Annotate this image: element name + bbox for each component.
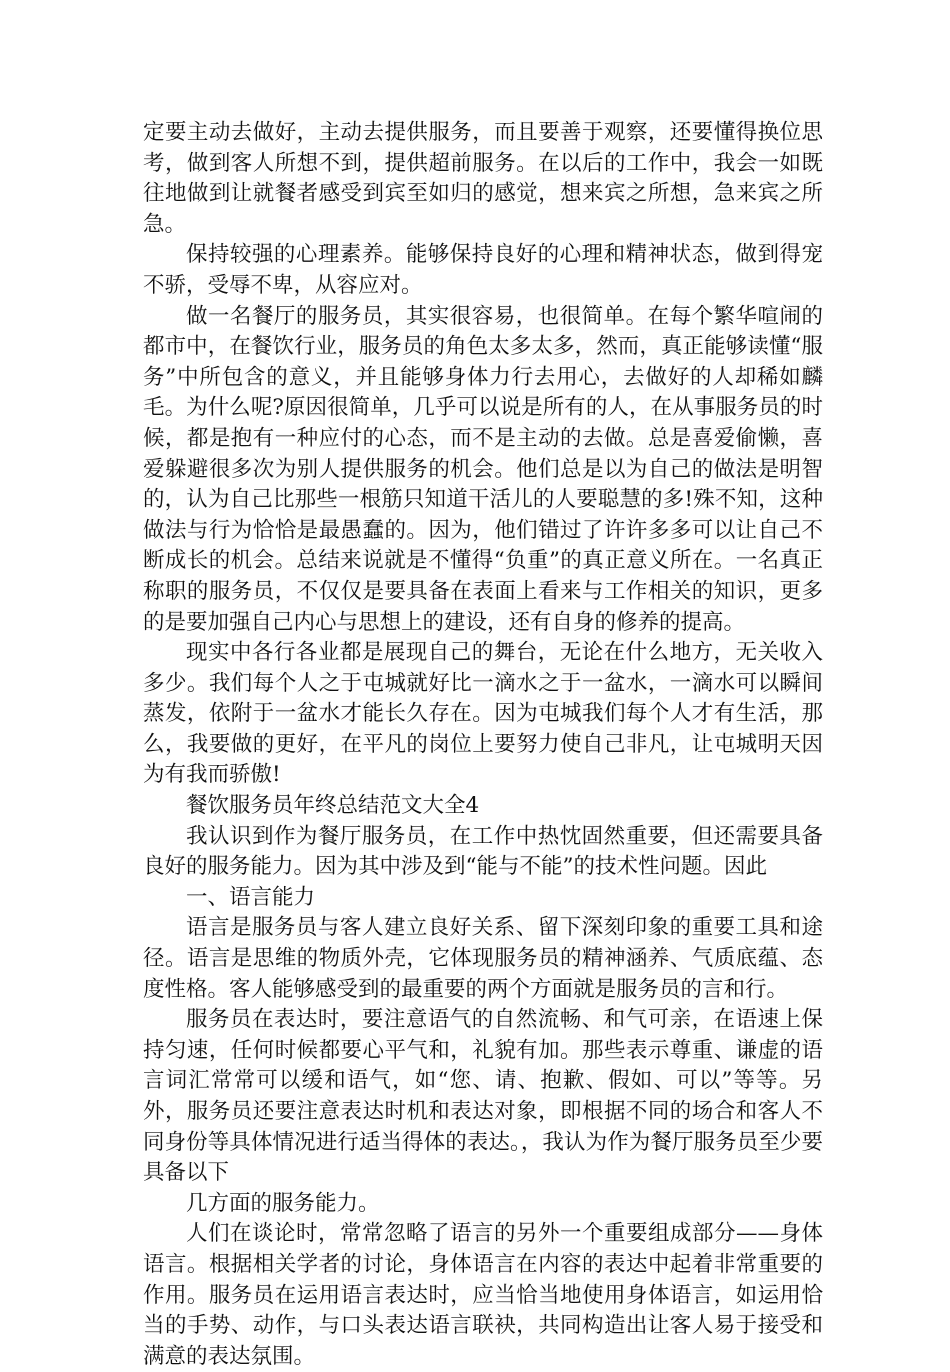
paragraph: 现实中各行各业都是展现自己的舞台，无论在什么地方，无关收入多少。我们每个人之于屯城就好比一滴水之于一盆水，一滴水可以瞬间蒸发，依附于一盆水才能长久存在。因为屯城我们每个人才有生活，那么，我要做的更好，在平凡的岗位上要努力使自己非凡，让屯城明天因为有我而骄傲!	[143, 640, 823, 788]
paragraph: 几方面的服务能力。	[186, 1190, 380, 1216]
paragraph: 我认识到作为餐厅服务员，在工作中热忱固然重要，但还需要具备良好的服务能力。因为其中涉及到“能与不能”的技术性问题。因此	[143, 823, 823, 880]
document-body	[143, 118, 823, 1372]
paragraph: 做一名餐厅的服务员，其实很容易，也很简单。在每个繁华喧闹的都市中，在餐饮行业，服务员的角色太多太多，然而，真正能够读懂“服务”中所包含的意义，并且能够身体力行去用心，去做好的人却稀如麟毛。为什么呢?原因很简单，几乎可以说是所有的人，在从事服务员的时候，都是抱有一种应付的心态，而不是主动的去做。总是喜爱偷懒，喜爱躲避很多次为别人提供服务的机会。他们总是以为自己的做法是明智的，认为自己比那些一根筋只知道干活儿的人要聪慧的多!殊不知，这种做法与行为恰恰是最愚蠢的。因为，他们错过了许许多多可以让自己不断成长的机会。总结来说就是不懂得“负重”的真正意义所在。一名真正称职的服务员，不仅仅是要具备在表面上看来与工作相关的知识，更多的是要加强自己内心与思想上的建设，还有自身的修养的提高。	[143, 303, 823, 635]
subsection-heading: 一、语言能力	[186, 884, 316, 910]
paragraph: 定要主动去做好，主动去提供服务，而且要善于观察，还要懂得换位思考，做到客人所想不到，提供超前服务。在以后的工作中，我会一如既往地做到让就餐者感受到宾至如归的感觉，想来宾之所想，急来宾之所急。	[143, 120, 823, 237]
section-heading: 餐饮服务员年终总结范文大全4	[186, 793, 480, 819]
paragraph: 人们在谈论时，常常忽略了语言的另外一个重要组成部分——身体语言。根据相关学者的讨论，身体语言在内容的表达中起着非常重要的作用。服务员在运用语言表达时，应当恰当地使用身体语言，如运用恰当的手势、动作，与口头表达语言联袂，共同构造出让客人易于接受和满意的表达氛围。	[143, 1221, 823, 1369]
paragraph: 语言是服务员与客人建立良好关系、留下深刻印象的重要工具和途径。语言是思维的物质外壳，它体现服务员的精神涵养、气质底蕴、态度性格。客人能够感受到的最重要的两个方面就是服务员的言和行。	[143, 915, 823, 1002]
paragraph: 保持较强的心理素养。能够保持良好的心理和精神状态，做到得宠不骄，受辱不卑，从容应对。	[143, 242, 823, 298]
paragraph: 服务员在表达时，要注意语气的自然流畅、和气可亲，在语速上保持匀速，任何时候都要心平气和，礼貌有加。那些表示尊重、谦虚的语言词汇常常可以缓和语气，如“您、请、抱歉、假如、可以”等等。另外，服务员还要注意表达时机和表达对象，即根据不同的场合和客人不同身份等具体情况进行适当得体的表达。，我认为作为餐厅服务员至少要具备以下	[143, 1007, 823, 1186]
